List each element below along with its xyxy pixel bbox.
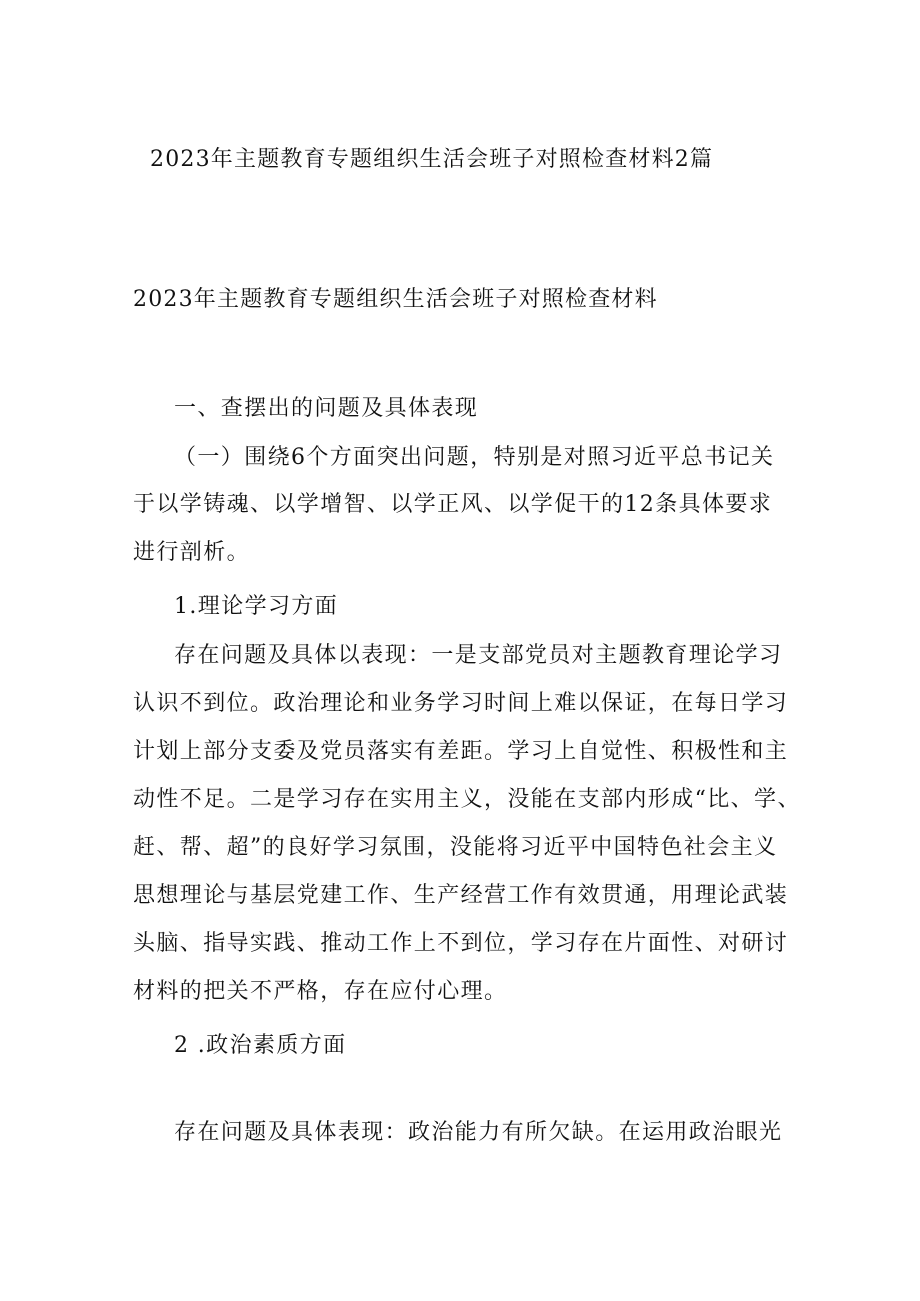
- paragraph-line: 计划上部分支委及党员落实有差距。学习上自觉性、积极性和主: [133, 739, 789, 764]
- document-main-title: 2023年主题教育专题组织生活会班子对照检查材料2篇: [150, 147, 714, 172]
- paragraph-line: 头脑、指导实践、推动工作上不到位，学习存在片面性、对研讨: [133, 931, 789, 956]
- section-1-heading: 一、查摆出的问题及具体表现: [174, 396, 479, 421]
- paragraph-line: 于以学铸魂、以学增智、以学正风、以学促干的12条具体要求: [133, 492, 773, 517]
- item-2-heading: 2 .政治素质方面: [174, 1033, 347, 1058]
- item-1-heading: 1.理论学习方面: [174, 594, 339, 619]
- paragraph-line: 材料的把关不严格，存在应付心理。: [133, 979, 508, 1004]
- paragraph-line: 进行剖析。: [133, 540, 251, 565]
- paragraph-line: 存在问题及具体表现：政治能力有所欠缺。在运用政治眼光: [174, 1120, 783, 1145]
- document-sub-title: 2023年主题教育专题组织生活会班子对照检查材料: [133, 287, 658, 312]
- paragraph-line: 存在问题及具体以表现：一是支部党员对主题教育理论学习: [174, 643, 783, 668]
- paragraph-line: （一）围绕6个方面突出问题，特别是对照习近平总书记关: [174, 445, 775, 470]
- paragraph-line: 赶、帮、超”的良好学习氛围，没能将习近平中国特色社会主义: [133, 835, 778, 860]
- paragraph-line: 认识不到位。政治理论和业务学习时间上难以保证，在每日学习: [133, 691, 789, 716]
- paragraph-line: 动性不足。二是学习存在实用主义，没能在支部内形成“比、学、: [133, 787, 801, 812]
- paragraph-line: 思想理论与基层党建工作、生产经营工作有效贯通，用理论武装: [133, 883, 789, 908]
